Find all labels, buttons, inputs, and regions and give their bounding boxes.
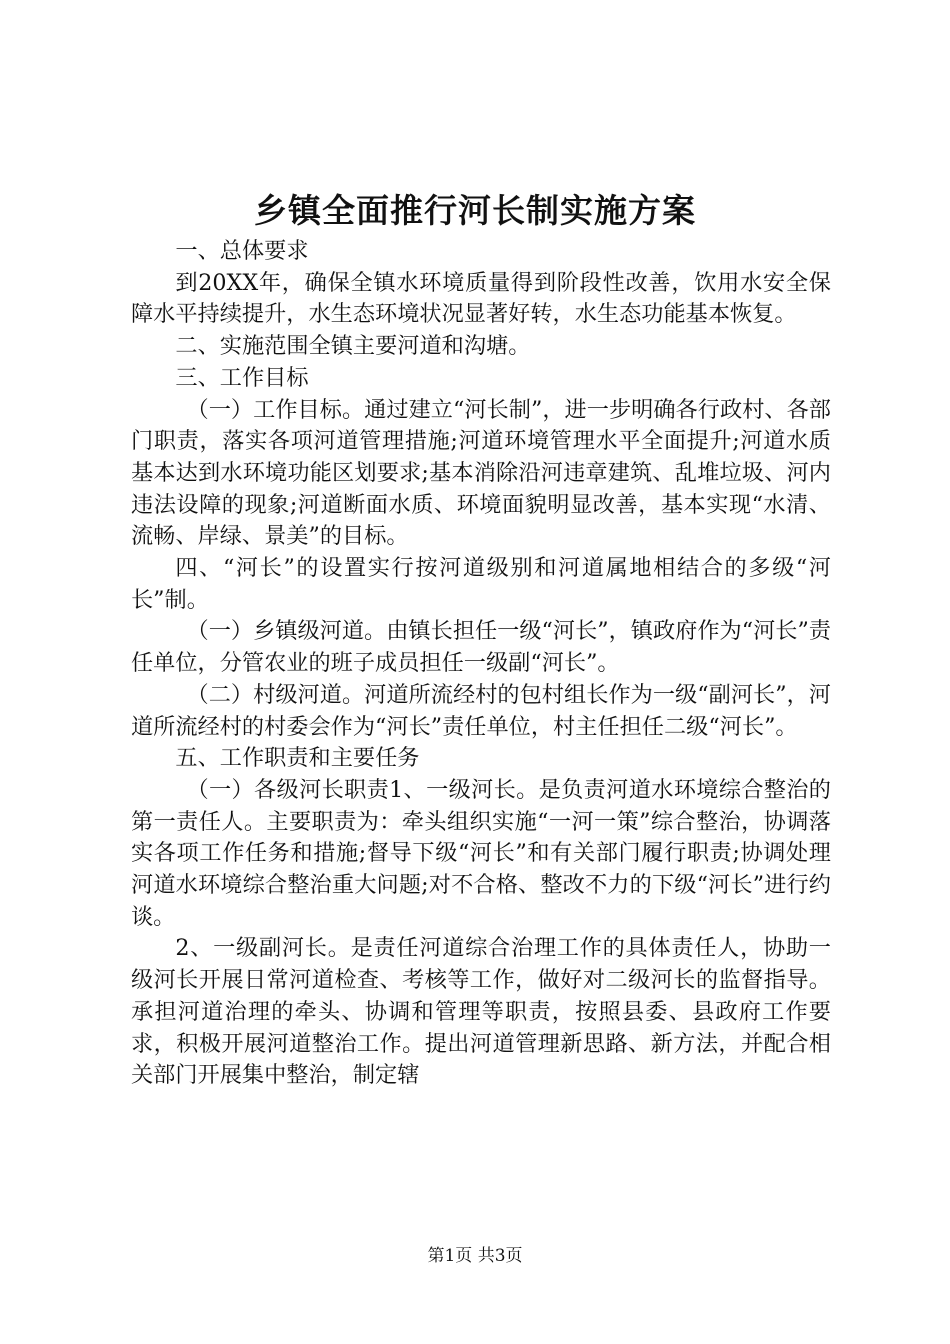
paragraph-deputy-chief: 2、一级副河长。是责任河道综合治理工作的具体责任人，协助一级河长开展日常河道检查、考核等工作，做好对二级河长的监督指导。承担河道治理的牵头、协调和管理等职责，按照县委、县政府工作要求，积极开展河道整治工作。提出河道管理新思路、新方法，并配合相关部门开展集中整治，制定辖: [131, 935, 831, 1089]
paragraph-section-3-heading: 三、工作目标: [175, 364, 309, 391]
paragraph-chief-duties: （一）各级河长职责1、一级河长。是负责河道水环境综合整治的第一责任人。主要职责为：牵头组织实施“一河一策”综合整治，协调落实各项工作任务和措施;督导下级“河长”和有关部门履行职责;协调处理河道水环境综合整治重大问题;对不合格、整改不力的下级“河长”进行约谈。: [131, 776, 831, 930]
page-footer: 第1页 共3页: [427, 1246, 523, 1266]
paragraph-section-4-river-chief: 四、“河长”的设置实行按河道级别和河道属地相结合的多级“河长”制。: [131, 555, 831, 613]
paragraph-work-goals: （一）工作目标。通过建立“河长制”，进一步明确各行政村、各部门职责，落实各项河道管理措施;河道环境管理水平全面提升;河道水质基本达到水环境功能区划要求;基本消除沿河违章建筑、乱堆垃圾、河内违法设障的现象;河道断面水质、环境面貌明显改善，基本实现“水清、流畅、岸绿、景美”的目标。: [131, 396, 831, 550]
paragraph-village-rivers: （二）村级河道。河道所流经村的包村组长作为一级“副河长”，河道所流经村的村委会作为“河长”责任单位，村主任担任二级“河长”。: [131, 681, 831, 740]
document-body: [131, 236, 831, 1092]
document-title: 乡镇全面推行河长制实施方案: [254, 191, 696, 230]
paragraph-section-2-scope: 二、实施范围全镇主要河道和沟塘。: [175, 333, 531, 360]
paragraph-section-1-heading: 一、总体要求: [175, 238, 309, 264]
paragraph-township-rivers: （一）乡镇级河道。由镇长担任一级“河长”，镇政府作为“河长”责任单位，分管农业的班子成员担任一级副“河长”。: [131, 618, 831, 677]
paragraph-section-5-heading: 五、工作职责和主要任务: [175, 745, 420, 772]
paragraph-overall-requirements: 到20XX年，确保全镇水环境质量得到阶段性改善，饮用水安全保障水平持续提升，水生态环境状况显著好转，水生态功能基本恢复。: [131, 269, 831, 328]
